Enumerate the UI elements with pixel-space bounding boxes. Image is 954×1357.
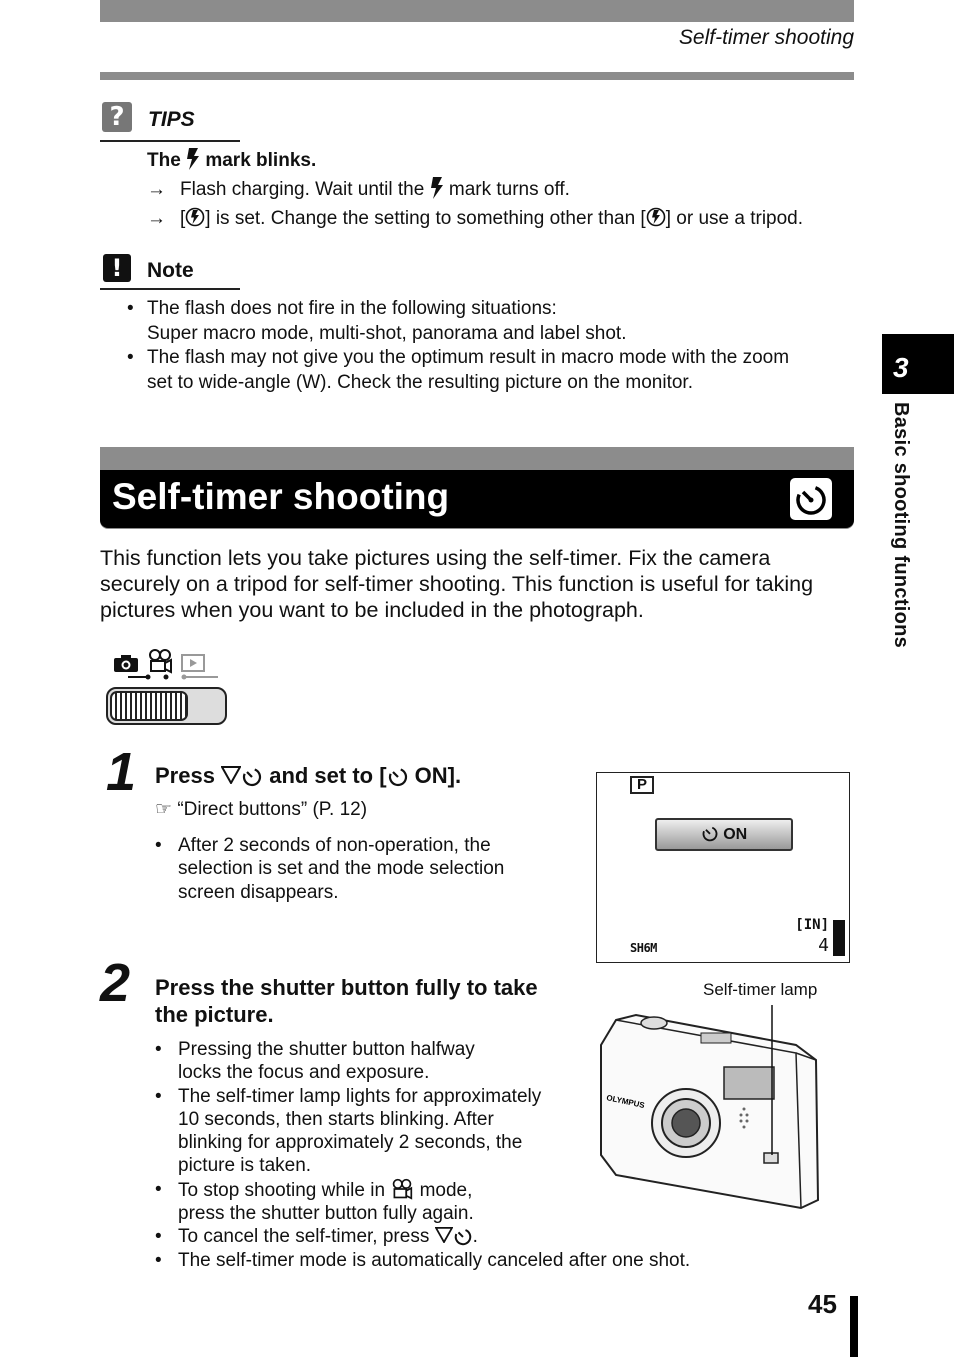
tips-line2-a: [ — [180, 208, 186, 229]
list-item — [155, 1038, 515, 1085]
tips-line2-b: ] is set. Change the setting to something other than [ — [205, 208, 646, 229]
slow-sync-flash-icon — [185, 207, 205, 227]
setting-value: ON — [723, 826, 748, 843]
note-item-line: • The flash may not give you the optimum result in macro mode with the zoom — [147, 347, 790, 368]
tips-label: TIPS — [148, 108, 195, 131]
page-number: 45 — [808, 1289, 837, 1319]
tips-heading — [100, 102, 240, 142]
monitor-screen-illustration — [596, 772, 850, 963]
step2-title: Press the shutter button fully to take the picture. — [155, 975, 538, 1027]
list-item — [155, 1225, 755, 1248]
step1-bullets — [155, 834, 545, 904]
self-timer-lamp — [764, 1153, 778, 1163]
tips-line1-post: mark turns off. — [448, 179, 570, 200]
list-item-text: mode, — [419, 1179, 473, 1201]
self-timer-badge — [790, 478, 832, 520]
image-quality-indicator: SH6M — [630, 941, 657, 955]
memory-indicator: [IN] — [795, 917, 829, 933]
step-number: 1 — [106, 742, 137, 802]
chapter-number: 3 — [893, 352, 909, 383]
self-timer-icon — [241, 765, 263, 787]
movie-mode-icon — [390, 1178, 414, 1200]
flash-icon — [430, 177, 444, 199]
list-item-text: Pressing the shutter button halfway locks the focus and exposure. — [178, 1039, 475, 1084]
step1-title-pre: Press — [155, 763, 215, 788]
note-item-line: set to wide-angle (W). Check the resulting picture on the monitor. — [147, 371, 693, 393]
mode-dial — [106, 687, 227, 725]
battery-indicator — [833, 920, 845, 956]
tips-line1-pre: Flash charging. Wait until the — [180, 179, 425, 200]
exclamation-icon: ! — [103, 254, 131, 282]
tips-body — [147, 146, 803, 233]
self-timer-icon — [453, 1226, 473, 1246]
note-item — [127, 297, 847, 346]
reference-text: “Direct buttons” (P. 12) — [177, 799, 368, 820]
list-item-text: To cancel the self-timer, press — [178, 1226, 430, 1248]
running-head: Self-timer shooting — [678, 26, 854, 49]
brand-logo: OLYMPUS — [605, 1093, 646, 1111]
list-item: • After 2 seconds of non-operation, the selection is set and the mode selection screen disappears. — [155, 834, 545, 904]
list-item-text: To stop shooting while in — [178, 1179, 386, 1201]
step1-title-post: ON]. — [414, 763, 462, 788]
list-item — [155, 1085, 545, 1178]
mode-indicator-line — [128, 671, 218, 681]
self-timer-icon — [790, 478, 832, 520]
note-label: Note — [147, 259, 194, 282]
step-number: 2 — [100, 953, 131, 1013]
step1-title-mid: and set to [ — [269, 763, 387, 788]
chapter-title: Basic shooting functions — [890, 402, 912, 649]
arrow-icon: → — [147, 208, 166, 229]
note-item-line: Super macro mode, multi-shot, panorama and label shot. — [147, 322, 627, 344]
list-item: • The self-timer mode is automatically canceled after one shot. — [155, 1249, 755, 1272]
page-reference — [155, 798, 367, 821]
down-triangle-icon — [435, 1227, 453, 1243]
self-timer-on-setting — [655, 818, 793, 851]
tips-line-1 — [147, 175, 803, 204]
self-timer-lamp-label: Self-timer lamp — [703, 980, 818, 999]
tips-headline-post: mark blinks. — [205, 150, 317, 171]
list-item-text: The self-timer lamp lights for approximately 10 seconds, then starts blinking. After blinking for approximately 2 seconds, the picture is taken. — [178, 1085, 542, 1177]
arrow-icon: → — [147, 179, 166, 200]
list-item-text: . — [472, 1226, 478, 1248]
shooting-mode-indicator: P — [630, 776, 654, 794]
shots-remaining: 4 — [818, 935, 829, 956]
note-item-line: • The flash does not fire in the following situations: — [147, 298, 557, 319]
note-list — [127, 297, 847, 395]
step1-title — [155, 762, 461, 789]
top-decorative-bar — [100, 0, 854, 22]
tips-line2-c: ] or use a tripod. — [665, 208, 804, 229]
reference-icon: ☞ — [155, 798, 173, 820]
self-timer-icon — [701, 824, 719, 842]
tips-headline — [147, 146, 803, 175]
down-triangle-icon — [221, 766, 241, 784]
camera-illustration — [596, 1005, 836, 1210]
question-icon: ? — [102, 102, 132, 132]
self-timer-icon — [387, 765, 409, 787]
tips-headline-pre: The — [147, 150, 181, 171]
header-rule — [100, 72, 854, 80]
flash-icon — [186, 148, 200, 170]
note-heading — [100, 254, 240, 290]
note-item — [127, 346, 847, 395]
mode-dial-slider — [110, 691, 188, 721]
intro-paragraph: This function lets you take pictures using the self-timer. Fix the camera securely on a tripod for self-timer shooting. This function is useful for taking pictures when you want to be included in the photograph. — [100, 546, 814, 622]
tips-line-2 — [147, 204, 803, 233]
slow-sync-flash-icon — [646, 207, 666, 227]
section-title: Self-timer shooting — [112, 476, 450, 517]
list-item-text: press the shutter button fully again. — [178, 1203, 474, 1225]
page-edge-bar — [850, 1296, 858, 1357]
